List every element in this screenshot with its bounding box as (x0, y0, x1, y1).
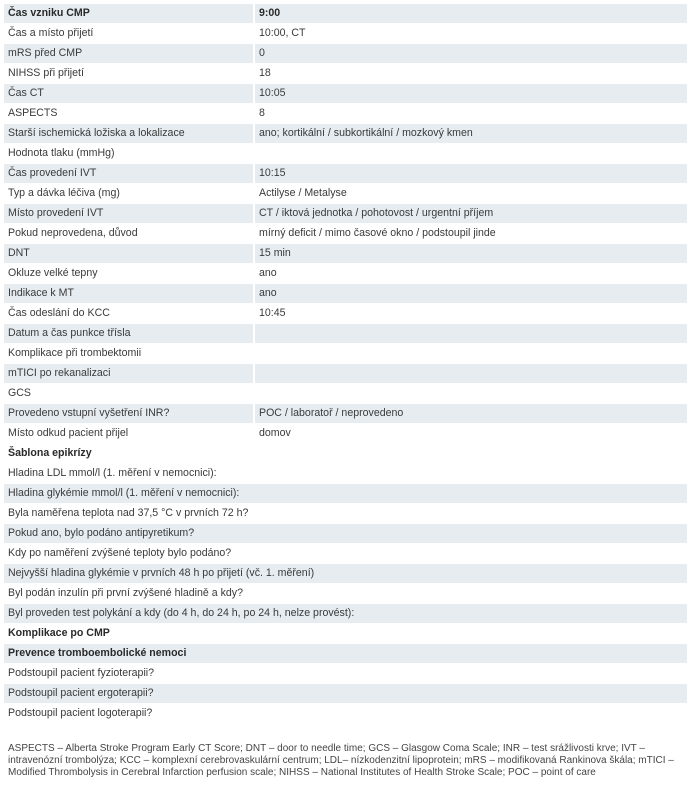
epicrisis-row (4, 564, 687, 584)
record-value: ano; kortikální / subkortikální / mozkový kmen (254, 124, 687, 144)
epicrisis-row (4, 544, 687, 564)
record-value: 0 (254, 44, 687, 64)
epicrisis-row (4, 664, 687, 684)
record-row (4, 184, 687, 204)
stroke-record-table (4, 4, 687, 724)
record-label: Provedeno vstupní vyšetření INR? (4, 404, 254, 424)
record-row (4, 84, 687, 104)
record-row (4, 44, 687, 64)
record-label: ASPECTS (4, 104, 254, 124)
epicrisis-item: Podstoupil pacient fyzioterapii? (4, 664, 687, 684)
record-row (4, 144, 687, 164)
record-value: POC / laboratoř / neprovedeno (254, 404, 687, 424)
epicrisis-item: Podstoupil pacient ergoterapii? (4, 684, 687, 704)
record-row (4, 64, 687, 84)
record-label: GCS (4, 384, 254, 404)
record-label: Čas odeslání do KCC (4, 304, 254, 324)
record-row (4, 404, 687, 424)
record-label: Místo provedení IVT (4, 204, 254, 224)
record-row (4, 244, 687, 264)
record-rows (4, 4, 687, 444)
epicrisis-row (4, 584, 687, 604)
epicrisis-item: Kdy po naměření zvýšené teploty bylo podáno? (4, 544, 687, 564)
record-label: Čas provedení IVT (4, 164, 254, 184)
section-heading-row (4, 644, 687, 664)
record-value: 10:45 (254, 304, 687, 324)
record-label: Hodnota tlaku (mmHg) (4, 144, 254, 164)
epicrisis-row (4, 704, 687, 724)
record-row (4, 264, 687, 284)
record-value: 8 (254, 104, 687, 124)
record-value: 9:00 (254, 4, 687, 24)
record-value: 10:00, CT (254, 24, 687, 44)
epicrisis-item: Nejvyšší hladina glykémie v prvních 48 h po přijetí (vč. 1. měření) (4, 564, 687, 584)
record-row (4, 424, 687, 444)
epicrisis-item: Byl podán inzulín při první zvýšené hladině a kdy? (4, 584, 687, 604)
record-row (4, 224, 687, 244)
record-label: Místo odkud pacient přijel (4, 424, 254, 444)
record-value (254, 324, 687, 344)
section-heading-row (4, 444, 687, 464)
record-label: mTICI po rekanalizaci (4, 364, 254, 384)
record-value: domov (254, 424, 687, 444)
record-row (4, 284, 687, 304)
record-label: Komplikace při trombektomii (4, 344, 254, 364)
section-heading-row (4, 624, 687, 644)
record-label: Pokud neprovedena, důvod (4, 224, 254, 244)
record-row (4, 104, 687, 124)
record-row (4, 364, 687, 384)
epicrisis-item: Hladina glykémie mmol/l (1. měření v nemocnici): (4, 484, 687, 504)
record-row (4, 304, 687, 324)
epicrisis-item: Byl proveden test polykání a kdy (do 4 h, do 24 h, po 24 h, nelze provést): (4, 604, 687, 624)
epicrisis-row (4, 504, 687, 524)
record-label: Čas a místo přijetí (4, 24, 254, 44)
record-row (4, 384, 687, 404)
record-value (254, 364, 687, 384)
record-label: NIHSS při přijetí (4, 64, 254, 84)
epicrisis-row (4, 484, 687, 504)
record-label: Indikace k MT (4, 284, 254, 304)
section-heading: Šablona epikrízy (4, 444, 687, 464)
epicrisis-item: Podstoupil pacient logoterapii? (4, 704, 687, 724)
record-label: Okluze velké tepny (4, 264, 254, 284)
record-value: 18 (254, 64, 687, 84)
record-value: ano (254, 264, 687, 284)
epicrisis-row (4, 684, 687, 704)
record-label: Starší ischemická ložiska a lokalizace (4, 124, 254, 144)
record-label: Typ a dávka léčiva (mg) (4, 184, 254, 204)
record-value: mírný deficit / mimo časové okno / podstoupil jinde (254, 224, 687, 244)
record-row (4, 344, 687, 364)
epicrisis-item: Hladina LDL mmol/l (1. měření v nemocnici): (4, 464, 687, 484)
record-row (4, 204, 687, 224)
record-label: Datum a čas punkce třísla (4, 324, 254, 344)
epicrisis-row (4, 604, 687, 624)
record-row (4, 324, 687, 344)
record-row (4, 24, 687, 44)
record-value: 10:15 (254, 164, 687, 184)
epicrisis-row (4, 524, 687, 544)
section-heading: Prevence tromboembolické nemoci (4, 644, 687, 664)
epicrisis-item: Pokud ano, bylo podáno antipyretikum? (4, 524, 687, 544)
record-row (4, 4, 687, 24)
record-value: ano (254, 284, 687, 304)
record-row (4, 124, 687, 144)
epicrisis-row (4, 464, 687, 484)
record-value: 15 min (254, 244, 687, 264)
record-value (254, 344, 687, 364)
record-label: DNT (4, 244, 254, 264)
record-value (254, 384, 687, 404)
epicrisis-rows (4, 444, 687, 724)
record-value: Actilyse / Metalyse (254, 184, 687, 204)
record-value: CT / iktová jednotka / pohotovost / urgentní příjem (254, 204, 687, 224)
record-label: mRS před CMP (4, 44, 254, 64)
record-label: Čas CT (4, 84, 254, 104)
epicrisis-item: Byla naměřena teplota nad 37,5 °C v prvních 72 h? (4, 504, 687, 524)
section-heading: Komplikace po CMP (4, 624, 687, 644)
record-value (254, 144, 687, 164)
abbreviations-footnote: ASPECTS – Alberta Stroke Program Early CT Score; DNT – door to needle time; GCS – Glasgow Coma Scale; INR – test srážlivosti krve; IVT – intravenózní trombolýza; KCC – komplexní cerebrovaskulární centrum; LDL– nízkodenzitní lipoprotein; mRS – modifikovaná Rankinova škála; mTICI – Modified Thrombolysis in Cerebral Infarction perfusion scale; NIHSS – National Institutes of Health Stroke Scale; POC – point of care (8, 743, 674, 778)
record-value: 10:05 (254, 84, 687, 104)
record-label: Čas vzniku CMP (4, 4, 254, 24)
record-row (4, 164, 687, 184)
